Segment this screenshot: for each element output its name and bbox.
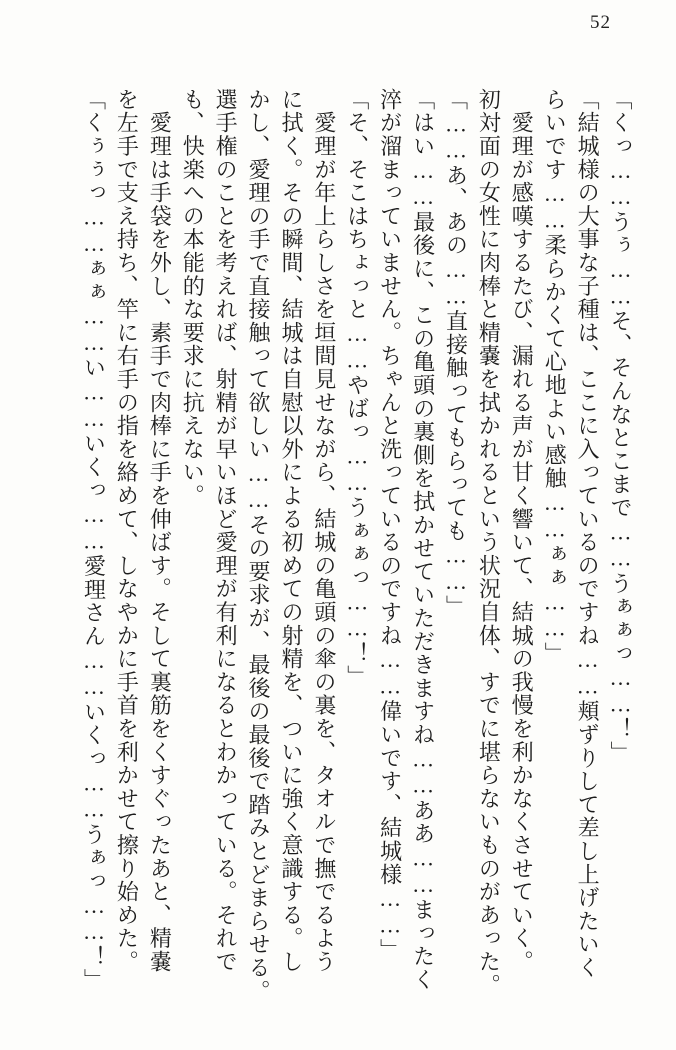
text-line: 愛理は手袋を外し、素手で肉棒に手を伸ばす。そして裏筋をくすぐったあと、精嚢 <box>147 88 173 974</box>
text-line: 「はい……最後に、この亀頭の裏側を拭かせていただきますね……ああ……まったく <box>410 88 436 992</box>
text-line: 愛理が感嘆するたび、漏れる声が甘く響いて、結城の我慢を利かなくさせていく。 <box>509 88 535 974</box>
text-line: 初対面の女性に肉棒と精嚢を拭かれるという状況自体、すでに堪らないものがあった。 <box>476 88 502 997</box>
text-line: 「結城様の大事な子種は、ここに入っているのですね……頬ずりして差し上げたいく <box>575 88 601 980</box>
text-line: に拭く。その瞬間、結城は自慰以外による初めての射精を、ついに強く意識する。し <box>278 88 304 974</box>
vertical-text-block <box>77 88 636 1003</box>
text-line: かし、愛理の手で直接触って欲しい……その要求が、最後の最後で踏みとどまらせる。 <box>246 88 272 1003</box>
text-line: 淬が溜まっていません。ちゃんと洗っているのですね……偉いです、結城様……」 <box>377 88 403 963</box>
text-line: 「くっ……うぅ……そ、そんなとこまで……うぁぁっ……！」 <box>608 88 633 765</box>
text-line: 愛理が年上らしさを垣間見せながら、結城の亀頭の傘の裏を、タオルで撫でるよう <box>311 88 337 974</box>
page-number: 52 <box>590 12 611 33</box>
text-line: 「くぅぅっ……ぁぁ……い……いくっ……愛理さん……いくっ……うぁっ……！」 <box>81 88 107 993</box>
text-line: らいです……柔らかくて心地よい感触……ぁぁ……」 <box>542 88 568 666</box>
text-line: 「……あ、あの……直接触ってもらっても……」 <box>443 88 469 619</box>
text-line: 選手権のことを考えれば、射精が早いほど愛理が有利になるとわかっている。それで <box>213 88 239 974</box>
text-line: も、快楽への本能的な要求に抗えない。 <box>180 88 206 508</box>
text-line: を左手で支え持ち、竿に右手の指を絡めて、しなやかに手首を利かせて擦り始めた。 <box>114 88 140 974</box>
text-line: 「そ、そこはちょっと……やばっ……うぁぁっ……！」 <box>344 88 370 689</box>
